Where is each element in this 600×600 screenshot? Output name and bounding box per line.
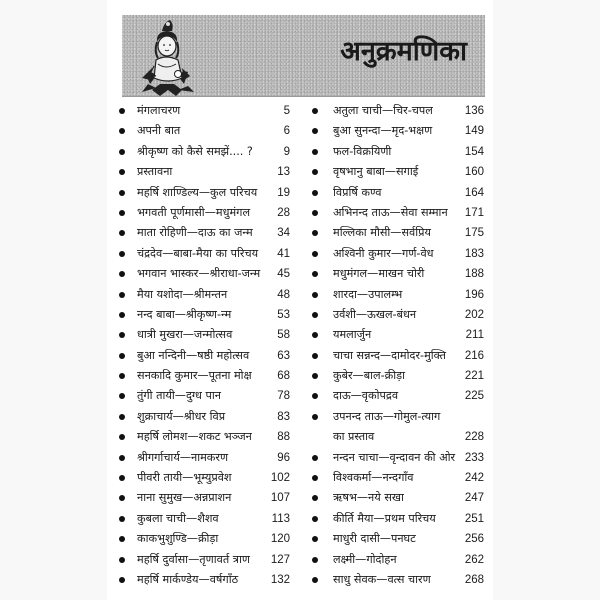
toc-entry[interactable] — [116, 427, 296, 447]
toc-entry[interactable] — [307, 550, 487, 570]
entry-page: 83 — [277, 410, 290, 423]
entry-page: 107 — [270, 492, 290, 505]
bullet-icon — [312, 128, 318, 134]
toc-entry[interactable] — [116, 488, 296, 508]
entry-title-line2: का प्रस्ताव — [333, 430, 375, 444]
entry-page: 164 — [464, 186, 484, 199]
entry-page: 188 — [464, 268, 484, 281]
entry-page: 149 — [464, 125, 484, 138]
entry-page: 183 — [464, 247, 484, 260]
bullet-icon — [119, 210, 125, 216]
entry-page: 19 — [277, 186, 290, 199]
entry-page: 221 — [464, 370, 484, 383]
entry-title: लक्ष्मी—गोदोहन — [333, 552, 397, 566]
entry-page: 251 — [464, 512, 484, 525]
toc-entry[interactable] — [116, 468, 296, 488]
bullet-icon — [312, 149, 318, 155]
entry-title: सनकादि कुमार—पूतना मोक्ष — [137, 369, 252, 383]
bullet-icon — [119, 169, 125, 175]
bullet-icon — [312, 190, 318, 196]
entry-title — [333, 407, 440, 448]
entry-title: मंगलाचरण — [137, 104, 181, 117]
entry-title: अतुला चाची—चिर-चपल — [333, 104, 433, 117]
toc-entry[interactable] — [116, 550, 296, 570]
entry-title: मल्लिका मौसी—सर्वप्रिय — [333, 226, 432, 240]
bullet-icon — [312, 210, 318, 216]
entry-page: 5 — [283, 105, 290, 117]
bullet-icon — [119, 108, 125, 114]
entry-title: मैया यशोदा—श्रीमन्तन — [137, 287, 228, 301]
toc-entry[interactable] — [116, 529, 296, 549]
bullet-icon — [312, 475, 318, 481]
toc-entry[interactable] — [116, 509, 296, 529]
toc-entry[interactable] — [116, 305, 296, 325]
bullet-icon — [119, 434, 125, 440]
bullet-icon — [119, 251, 125, 257]
toc-entry[interactable] — [307, 448, 487, 468]
bullet-icon — [119, 455, 125, 461]
bullet-icon — [119, 536, 125, 542]
toc-entry[interactable] — [307, 305, 487, 325]
toc-entry[interactable] — [307, 509, 487, 529]
entry-title: प्रस्तावना — [137, 165, 173, 179]
entry-page: 202 — [464, 308, 484, 321]
bullet-icon — [312, 251, 318, 257]
entry-title: चाचा सन्नन्द—दामोदर-मुक्ति — [333, 348, 447, 362]
toc-entry[interactable] — [307, 264, 487, 284]
entry-title: बुआ नन्दिनी—षष्ठी महोत्सव — [137, 348, 250, 362]
bullet-icon — [119, 332, 125, 338]
entry-title: माधुरी दासी—पनघट — [333, 532, 416, 546]
toc-entry[interactable] — [116, 121, 296, 141]
entry-title: कुबेर—बाल-क्रीड़ा — [333, 369, 406, 383]
entry-title: माता रोहिणी—दाऊ का जन्म — [137, 226, 253, 240]
bullet-icon — [312, 108, 318, 114]
entry-page: 262 — [464, 553, 484, 566]
bullet-icon — [119, 475, 125, 481]
toc-entry[interactable] — [116, 285, 296, 305]
entry-title: महर्षि मार्कण्डेय—वर्षगाँठ — [137, 572, 239, 586]
bullet-icon — [312, 536, 318, 542]
entry-page: 48 — [277, 288, 290, 301]
entry-page: 53 — [277, 308, 290, 321]
toc-entry[interactable] — [307, 101, 487, 121]
entry-page: 256 — [464, 533, 484, 546]
entry-page: 247 — [464, 492, 484, 505]
entry-title: महर्षि शाण्डिल्य—कुल परिचय — [137, 185, 258, 199]
toc-entry[interactable] — [116, 570, 296, 590]
toc-entry[interactable] — [307, 386, 487, 406]
bullet-icon — [312, 373, 318, 379]
entry-page: 63 — [277, 349, 290, 362]
toc-entry[interactable] — [307, 121, 487, 141]
entry-title: महर्षि दुर्वासा—तृणावर्त त्राण — [137, 552, 250, 566]
entry-title: धात्री मुखरा—जन्मोत्सव — [137, 328, 233, 342]
entry-title: ऋषभ—नये सखा — [333, 491, 404, 505]
bullet-icon — [312, 414, 318, 420]
toc-entry[interactable] — [116, 346, 296, 366]
entry-page: 154 — [464, 145, 484, 158]
toc-entry[interactable] — [116, 264, 296, 284]
bullet-icon — [119, 128, 125, 134]
toc-entry[interactable] — [116, 101, 296, 121]
entry-page: 113 — [271, 512, 290, 525]
toc-entry[interactable] — [307, 570, 487, 590]
entry-title: श्रीगर्गाचार्य—नामकरण — [137, 450, 229, 464]
contents-title: अनुक्रमणिका — [340, 36, 467, 67]
bullet-icon — [312, 455, 318, 461]
entry-page: 132 — [270, 573, 290, 586]
entry-title: भगवती पूर्णमासी—मधुमंगल — [137, 205, 251, 219]
entry-page: 9 — [283, 145, 290, 158]
toc-entry[interactable] — [116, 162, 296, 182]
entry-title: अभिनन्द ताऊ—सेवा सम्मान — [333, 205, 448, 219]
entry-page: 102 — [270, 472, 290, 485]
entry-page: 41 — [277, 247, 290, 260]
entry-page: 242 — [464, 472, 484, 485]
entry-title: शुक्राचार्य—श्रीधर विप्र — [137, 409, 226, 423]
entry-title: अपनी बात — [137, 124, 181, 138]
entry-title: श्रीकृष्ण को कैसे समझें.... ? — [137, 144, 253, 158]
entry-title: कुबला चाची—शैशव — [137, 511, 219, 525]
bullet-icon — [312, 353, 318, 359]
toc-entry[interactable] — [307, 407, 487, 448]
toc-entry[interactable] — [307, 346, 487, 366]
bullet-icon — [119, 414, 125, 420]
entry-title: दाऊ—वृकोपद्रव — [333, 389, 399, 403]
toc-column-left — [116, 101, 296, 590]
bullet-icon — [312, 516, 318, 522]
toc-entry[interactable] — [307, 223, 487, 243]
entry-page: 45 — [277, 268, 290, 281]
toc-entry[interactable] — [116, 366, 296, 386]
entry-title: साधु सेवक—वत्स चारण — [333, 573, 431, 586]
entry-title: विश्वकर्मा—नन्दगाँव — [333, 471, 414, 485]
entry-title: चंद्रदेव—बाबा-मैया का परिचय — [137, 246, 259, 260]
bullet-icon — [119, 495, 125, 501]
entry-title: फल-विक्रयिणी — [333, 144, 392, 158]
bullet-icon — [312, 271, 318, 277]
entry-title-line1: उपनन्द ताऊ—गोमुल-त्याग — [333, 409, 441, 423]
toc-entry[interactable] — [307, 162, 487, 182]
toc-entry[interactable] — [116, 407, 296, 427]
entry-title: मधुमंगल—माखन चोरी — [333, 267, 425, 281]
entry-page: 34 — [277, 227, 290, 240]
entry-title: नन्द बाबा—श्रीकृष्ण-न्म — [137, 307, 232, 321]
entry-page: 58 — [277, 329, 290, 342]
bullet-icon — [312, 557, 318, 563]
entry-page: 171 — [464, 206, 484, 219]
entry-title: बुआ सुनन्दा—मृद-भक्षण — [333, 124, 433, 138]
toc-entry[interactable] — [307, 468, 487, 488]
entry-page: 216 — [464, 349, 484, 362]
bullet-icon — [312, 292, 318, 298]
entry-page: 120 — [270, 533, 290, 546]
entry-title: उर्वशी—ऊखल-बंधन — [333, 307, 417, 321]
toc-entry[interactable] — [116, 244, 296, 264]
toc-entry[interactable] — [307, 142, 487, 162]
bullet-icon — [312, 312, 318, 318]
entry-title: कीर्ति मैया—प्रथम परिचय — [333, 511, 436, 525]
toc-entry[interactable] — [307, 244, 487, 264]
entry-page: 196 — [464, 288, 484, 301]
entry-page: 78 — [277, 390, 290, 403]
entry-title: यमलार्जुन — [333, 328, 372, 342]
bullet-icon — [119, 373, 125, 379]
entry-page: 6 — [283, 125, 290, 138]
bullet-icon — [119, 190, 125, 196]
entry-page: 268 — [464, 574, 484, 586]
entry-title: काकभुशुण्डि—क्रीड़ा — [137, 532, 219, 546]
bullet-icon — [119, 271, 125, 277]
bullet-icon — [312, 577, 318, 583]
entry-page: 28 — [277, 206, 290, 219]
toc-column-right — [307, 101, 487, 590]
entry-page: 233 — [464, 451, 484, 464]
toc-entry[interactable] — [307, 366, 487, 386]
bullet-icon — [312, 230, 318, 236]
entry-page: 175 — [464, 227, 484, 240]
bullet-icon — [119, 312, 125, 318]
entry-title: पीवरी तायी—भूम्युप्रवेश — [137, 471, 232, 485]
entry-title: महर्षि लोमश—शकट भञ्जन — [137, 430, 252, 444]
entry-page: 211 — [465, 329, 484, 342]
toc-entry[interactable] — [116, 183, 296, 203]
entry-page: 136 — [464, 105, 484, 117]
toc-entry[interactable] — [116, 448, 296, 468]
toc-entry[interactable] — [307, 529, 487, 549]
bullet-icon — [312, 495, 318, 501]
bullet-icon — [119, 516, 125, 522]
bullet-icon — [119, 292, 125, 298]
contents-banner — [122, 15, 485, 97]
entry-title: नाना सुमुख—अन्नप्राशन — [137, 491, 232, 505]
entry-page: 160 — [464, 166, 484, 179]
entry-page: 127 — [270, 553, 290, 566]
entry-page: 228 — [464, 431, 484, 444]
bullet-icon — [312, 332, 318, 338]
bullet-icon — [119, 557, 125, 563]
bullet-icon — [119, 393, 125, 399]
entry-page: 225 — [464, 390, 484, 403]
entry-title: अश्विनी कुमार—गर्ण-वेध — [333, 246, 434, 260]
bullet-icon — [119, 353, 125, 359]
book-page — [107, 0, 493, 600]
entry-title: विप्रर्षि कण्व — [333, 185, 382, 199]
toc-entry[interactable] — [307, 183, 487, 203]
entry-title: शारदा—उपालम्भ — [333, 287, 403, 301]
toc-entry[interactable] — [307, 488, 487, 508]
entry-page: 13 — [277, 166, 290, 179]
toc-entry[interactable] — [307, 203, 487, 223]
toc-entry[interactable] — [116, 223, 296, 243]
bullet-icon — [119, 230, 125, 236]
entry-page: 68 — [277, 370, 290, 383]
entry-title: वृषभानु बाबा—सगाई — [333, 165, 419, 179]
toc-entry[interactable] — [116, 203, 296, 223]
entry-page: 88 — [277, 431, 290, 444]
toc-entry[interactable] — [116, 386, 296, 406]
toc-entry[interactable] — [116, 325, 296, 345]
toc-entry[interactable] — [116, 142, 296, 162]
bullet-icon — [119, 149, 125, 155]
entry-title: भगवान भास्कर—श्रीराधा-जन्म — [137, 267, 261, 281]
entry-title: तुंगी तायी—दुग्ध पान — [137, 389, 221, 403]
bullet-icon — [119, 577, 125, 583]
bullet-icon — [312, 393, 318, 399]
toc-entry[interactable] — [307, 285, 487, 305]
toc-entry[interactable] — [307, 325, 487, 345]
entry-page: 96 — [277, 451, 290, 464]
krishna-illustration-icon — [138, 18, 196, 96]
bullet-icon — [312, 169, 318, 175]
entry-title: नन्दन चाचा—वृन्दावन की ओर — [333, 450, 456, 464]
